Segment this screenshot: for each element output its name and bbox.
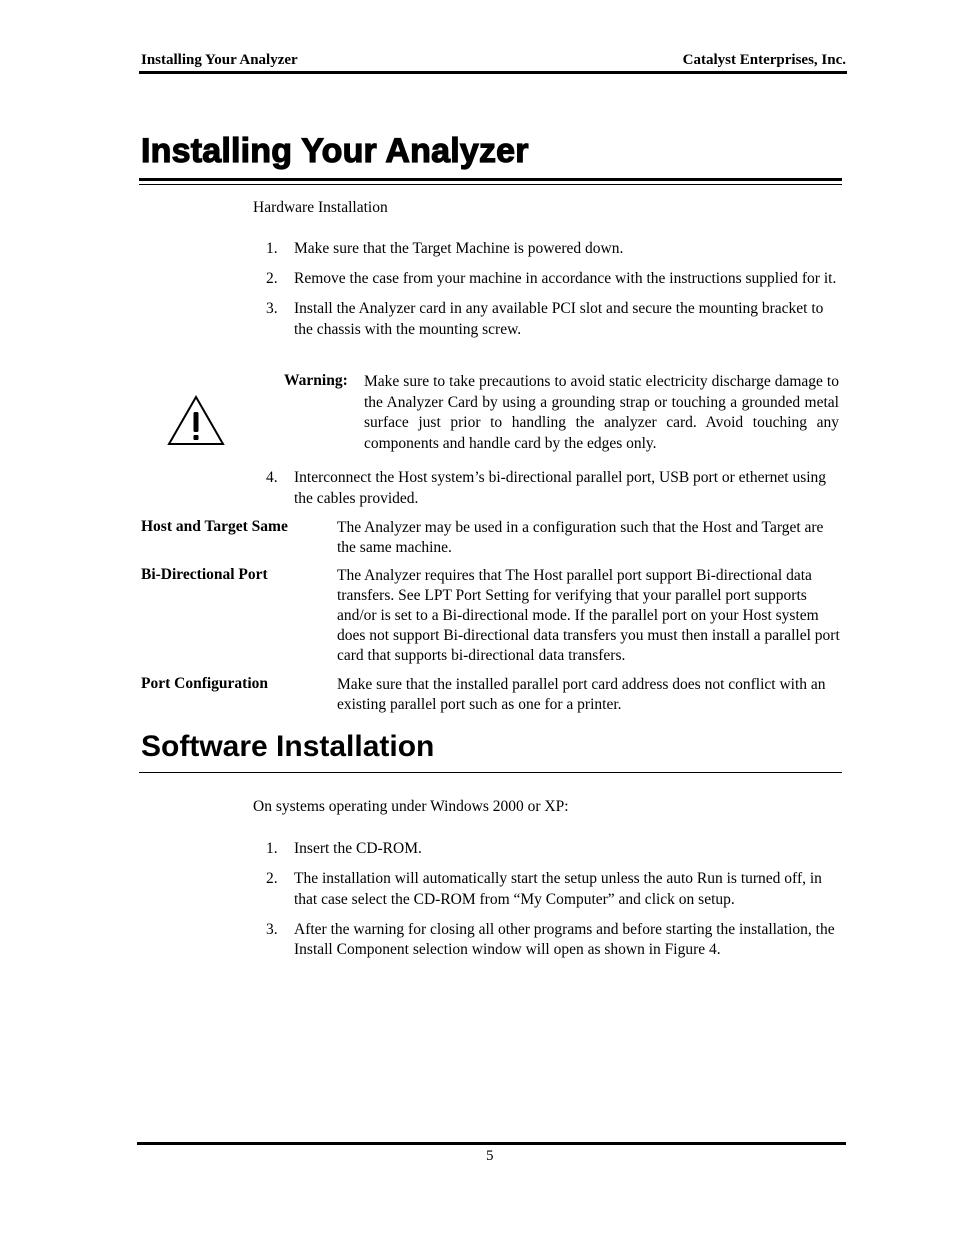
list-item-text: Remove the case from your machine in accordance with the instructions supplied for it. <box>294 270 837 287</box>
list-item-number: 2. <box>266 270 278 287</box>
hardware-intro: Hardware Installation <box>253 199 388 216</box>
list-item <box>266 920 841 961</box>
list-item-text: After the warning for closing all other programs and before starting the installation, the Install Component selection window will open as shown in Figure 4. <box>294 920 835 958</box>
title-rule-thick <box>139 178 842 181</box>
running-header-company: Catalyst Enterprises, Inc. <box>682 52 846 68</box>
list-item-number: 4. <box>266 469 278 486</box>
software-intro: On systems operating under Windows 2000 or XP: <box>253 798 569 815</box>
list-item <box>266 468 841 509</box>
warning-label: Warning: <box>284 372 348 389</box>
list-item-text: Insert the CD-ROM. <box>294 840 422 857</box>
section-heading: Software Installation <box>141 730 435 763</box>
list-item-number: 3. <box>266 300 278 317</box>
header-rule <box>139 71 847 74</box>
list-item <box>266 269 841 290</box>
title-rule-thin <box>139 184 842 185</box>
chapter-title: Installing Your Analyzer <box>141 132 529 170</box>
page-number: 5 <box>486 1148 494 1164</box>
list-item-text: Interconnect the Host system’s bi-directional parallel port, USB port or ethernet using the cables provided. <box>294 469 827 507</box>
list-item-number: 3. <box>266 920 278 938</box>
definition-text: The Analyzer requires that The Host parallel port support Bi-directional data transfers. See LPT Port Setting for verifying that your parallel port supports and/or is set to a Bi-directional mode. If the parallel port on your Host system does not support Bi-directional data transfers you must then install a parallel port card that supports bi-directional data transfers. <box>337 567 840 664</box>
definition-term: Bi-Directional Port <box>141 566 268 583</box>
list-item <box>266 869 841 910</box>
list-item <box>266 239 841 260</box>
footer-rule <box>137 1142 846 1145</box>
list-item <box>266 299 841 340</box>
hardware-step-4 <box>266 468 841 519</box>
list-item-number: 2. <box>266 870 278 887</box>
software-steps <box>266 839 841 970</box>
list-item-text: Make sure that the Target Machine is powered down. <box>294 240 624 257</box>
definition-text: Make sure that the installed parallel port card address does not conflict with an existing parallel port such as one for a printer. <box>337 676 826 713</box>
section-rule <box>139 772 842 773</box>
list-item-text: Install the Analyzer card in any available PCI slot and secure the mounting bracket to the chassis with the mounting screw. <box>294 300 824 338</box>
warning-text: Make sure to take precautions to avoid static electricity discharge damage to the Analyzer Card by using a grounding strap or touching a grounded metal surface just prior to handling the analyzer card. Avoid touching any components and handle card by the edges only. <box>364 373 839 452</box>
hardware-steps <box>266 239 841 350</box>
definition-text: The Analyzer may be used in a configuration such that the Host and Target are the same machine. <box>337 519 824 556</box>
list-item-number: 1. <box>266 840 278 857</box>
definition-term: Host and Target Same <box>141 518 288 535</box>
definition-term: Port Configuration <box>141 675 269 692</box>
list-item-text: The installation will automatically start the setup unless the auto Run is turned off, in that case select the CD-ROM from “My Computer” and click on setup. <box>294 870 822 908</box>
list-item <box>266 839 841 860</box>
warning-triangle-icon <box>166 395 226 447</box>
list-item-number: 1. <box>266 240 278 257</box>
running-header-title: Installing Your Analyzer <box>141 52 298 68</box>
